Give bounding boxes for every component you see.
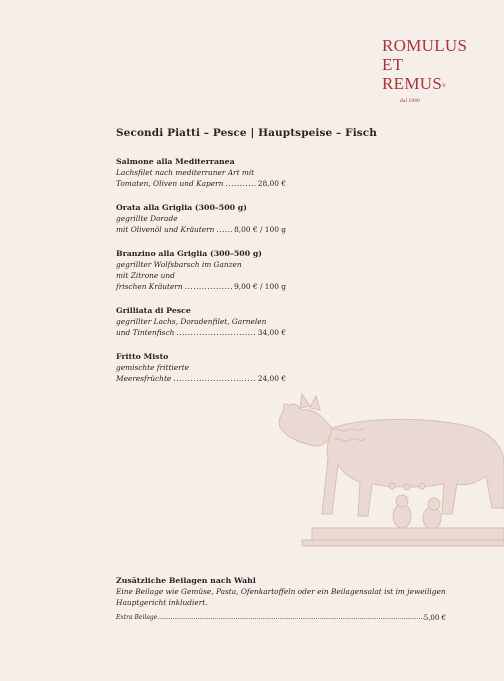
dish-description: mit Olivenöl und Kräutern [116,225,215,234]
extra-side-label: Extra Beilage [116,614,158,621]
dish-description: gemischte frittierte [116,363,190,372]
dish-price: 8,00 € / 100 g [234,225,286,234]
capitoline-wolf-illustration [272,388,504,548]
menu-item [116,305,286,338]
logo-since: dal 1980 [400,99,420,104]
dot-leader [173,373,255,384]
logo-line-1: ROMULUS [382,36,468,55]
dish-price-line [116,224,286,235]
dish-price: 24,00 € [257,374,286,383]
side-dishes-text: Eine Beilage wie Gemüse, Pasta, Ofenkartoffeln oder ein Beilagensalat ist im jeweiligen Hauptgericht inkludiert. [116,587,446,607]
menu-item [116,202,286,235]
dish-price: 34,00 € [257,328,286,337]
dish-name: Salmone alla Mediterranea [116,157,235,166]
dot-leader [216,224,232,235]
dish-price: 28,00 € [257,179,286,188]
dish-description: Tomaten, Oliven und Kapern [116,179,224,188]
dot-leader [225,178,255,189]
dish-description: gegrillte Dorade [116,214,178,223]
dot-leader [157,614,423,622]
dish-description: und Tintenfisch [116,328,175,337]
dish-description: Lachsfilet nach mediterraner Art mit [116,168,255,177]
menu-item [116,351,286,384]
extra-side-line [116,614,446,622]
logo-line-3: REMUS® [382,74,447,93]
side-dishes-section [116,575,456,608]
dish-description: Meeresfrüchte [116,374,172,383]
dish-name: Orata alla Griglia (300–500 g) [116,203,247,212]
menu-item [116,156,286,189]
dish-name: Grilliata di Pesce [116,306,191,315]
dish-description: gegrillter Wolfsbarsch im Ganzen [116,260,242,269]
dish-description: frischen Kräutern [116,282,183,291]
logo-line-2: ET [382,55,404,74]
section-title: Secondi Piatti – Pesce | Hauptspeise – Fisch [116,127,378,139]
registered-mark: ® [442,84,447,89]
dish-name: Branzino alla Griglia (300–500 g) [116,249,262,258]
dish-price: 9,00 € / 100 g [234,282,286,291]
dish-description: mit Zitrone und [116,271,175,280]
dish-price-line [116,178,286,189]
dish-name: Fritto Misto [116,352,169,361]
menu-item [116,248,286,292]
extra-side-price: 5,00 € [423,614,446,622]
dish-description: gegrillter Lachs, Doradenfilet, Garnelen [116,317,267,326]
restaurant-logo [382,36,467,93]
dish-price-line [116,373,286,384]
dish-price-line [116,327,286,338]
dish-price-line [116,281,286,292]
dot-leader [176,327,255,338]
dot-leader [185,281,232,292]
side-dishes-title: Zusätzliche Beilagen nach Wahl [116,576,256,585]
